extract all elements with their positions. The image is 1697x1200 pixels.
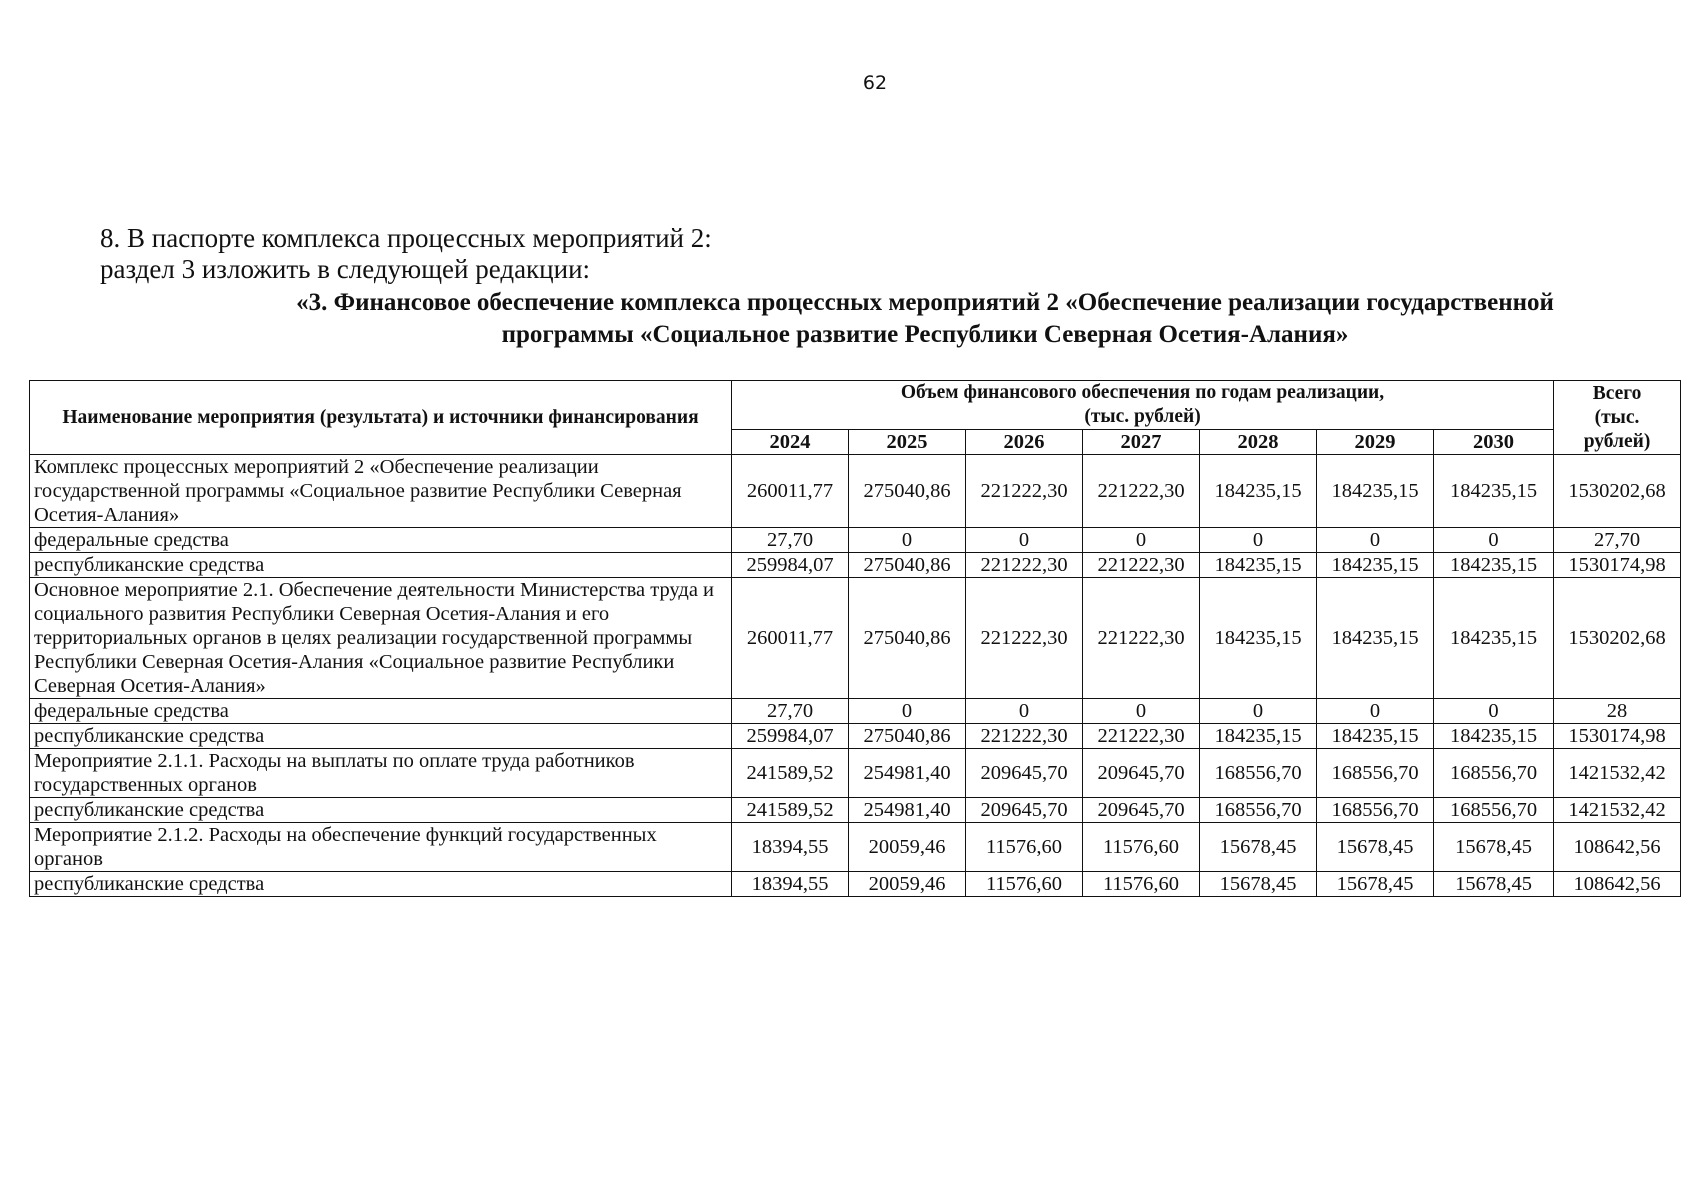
value-cell: 184235,15 xyxy=(1434,724,1554,749)
value-cell: 15678,45 xyxy=(1200,823,1317,872)
row-name: Основное мероприятие 2.1. Обеспечение деятельности Министерства труда и социального развития Республики Северная Осетия-Алания и его территориальных органов в целях реализации государственной программы Республики Северная Осетия-Алания «Социальное развитие Республики Северная Осетия-Алания» xyxy=(30,578,732,699)
row-name: федеральные средства xyxy=(30,528,732,553)
value-cell: 241589,52 xyxy=(732,749,849,798)
header-total-line-1: Всего xyxy=(1592,382,1642,404)
total-cell: 1530174,98 xyxy=(1554,553,1681,578)
value-cell: 168556,70 xyxy=(1434,749,1554,798)
header-year: 2025 xyxy=(849,430,966,455)
value-cell: 18394,55 xyxy=(732,872,849,897)
value-cell: 260011,77 xyxy=(732,455,849,528)
value-cell: 221222,30 xyxy=(1083,553,1200,578)
table-row xyxy=(30,749,1681,798)
value-cell: 184235,15 xyxy=(1434,578,1554,699)
header-year: 2028 xyxy=(1200,430,1317,455)
header-year: 2026 xyxy=(966,430,1083,455)
value-cell: 275040,86 xyxy=(849,455,966,528)
total-cell: 1421532,42 xyxy=(1554,798,1681,823)
intro-text xyxy=(100,223,712,285)
value-cell: 184235,15 xyxy=(1200,724,1317,749)
value-cell: 209645,70 xyxy=(1083,749,1200,798)
value-cell: 11576,60 xyxy=(966,872,1083,897)
value-cell: 0 xyxy=(849,699,966,724)
header-year: 2024 xyxy=(732,430,849,455)
value-cell: 168556,70 xyxy=(1317,798,1434,823)
financing-table xyxy=(29,380,1681,897)
value-cell: 168556,70 xyxy=(1200,749,1317,798)
value-cell: 168556,70 xyxy=(1317,749,1434,798)
table-row xyxy=(30,724,1681,749)
header-volume-cell xyxy=(732,381,1554,430)
value-cell: 259984,07 xyxy=(732,724,849,749)
total-cell: 108642,56 xyxy=(1554,823,1681,872)
value-cell: 184235,15 xyxy=(1317,455,1434,528)
value-cell: 184235,15 xyxy=(1200,455,1317,528)
value-cell: 20059,46 xyxy=(849,872,966,897)
value-cell: 184235,15 xyxy=(1317,578,1434,699)
header-year: 2027 xyxy=(1083,430,1200,455)
value-cell: 221222,30 xyxy=(966,455,1083,528)
row-name: республиканские средства xyxy=(30,872,732,897)
value-cell: 209645,70 xyxy=(1083,798,1200,823)
value-cell: 184235,15 xyxy=(1317,553,1434,578)
value-cell: 184235,15 xyxy=(1317,724,1434,749)
value-cell: 259984,07 xyxy=(732,553,849,578)
value-cell: 275040,86 xyxy=(849,578,966,699)
header-volume-line-1: Объем финансового обеспечения по годам реализации, xyxy=(900,382,1385,403)
value-cell: 0 xyxy=(1434,528,1554,553)
total-cell: 108642,56 xyxy=(1554,872,1681,897)
value-cell: 275040,86 xyxy=(849,553,966,578)
value-cell: 27,70 xyxy=(732,528,849,553)
total-cell: 1530202,68 xyxy=(1554,578,1681,699)
row-name: республиканские средства xyxy=(30,724,732,749)
row-name: Комплекс процессных мероприятий 2 «Обеспечение реализации государственной программы «Социальное развитие Республики Северная Осетия-Алания» xyxy=(30,455,732,528)
header-total-line-3: рублей) xyxy=(1583,430,1651,452)
value-cell: 11576,60 xyxy=(966,823,1083,872)
table-row xyxy=(30,872,1681,897)
header-name-cell: Наименование мероприятия (результата) и источники финансирования xyxy=(30,381,732,455)
table-row xyxy=(30,455,1681,528)
table-row xyxy=(30,578,1681,699)
value-cell: 209645,70 xyxy=(966,798,1083,823)
header-year: 2029 xyxy=(1317,430,1434,455)
row-name: республиканские средства xyxy=(30,553,732,578)
section-title xyxy=(150,287,1697,351)
section-title-line-2: программы «Социальное развитие Республики Северная Осетия-Алания» xyxy=(501,321,1349,348)
row-name: федеральные средства xyxy=(30,699,732,724)
value-cell: 0 xyxy=(1083,528,1200,553)
value-cell: 15678,45 xyxy=(1200,872,1317,897)
value-cell: 0 xyxy=(1200,699,1317,724)
row-name: Мероприятие 2.1.1. Расходы на выплаты по оплате труда работников государственных органов xyxy=(30,749,732,798)
value-cell: 0 xyxy=(966,699,1083,724)
value-cell: 221222,30 xyxy=(1083,578,1200,699)
intro-line-1: 8. В паспорте комплекса процессных мероприятий 2: xyxy=(100,223,712,253)
value-cell: 0 xyxy=(1434,699,1554,724)
table-row xyxy=(30,699,1681,724)
value-cell: 15678,45 xyxy=(1317,872,1434,897)
value-cell: 11576,60 xyxy=(1083,823,1200,872)
header-volume-line-2: (тыс. рублей) xyxy=(1084,406,1201,427)
value-cell: 168556,70 xyxy=(1200,798,1317,823)
value-cell: 184235,15 xyxy=(1434,553,1554,578)
value-cell: 184235,15 xyxy=(1200,578,1317,699)
section-title-line-1: «3. Финансовое обеспечение комплекса процессных мероприятий 2 «Обеспечение реализации государственной xyxy=(296,289,1554,316)
value-cell: 168556,70 xyxy=(1434,798,1554,823)
value-cell: 275040,86 xyxy=(849,724,966,749)
table-row xyxy=(30,553,1681,578)
total-cell: 1530202,68 xyxy=(1554,455,1681,528)
value-cell: 0 xyxy=(1200,528,1317,553)
table-row xyxy=(30,528,1681,553)
value-cell: 20059,46 xyxy=(849,823,966,872)
value-cell: 221222,30 xyxy=(1083,455,1200,528)
value-cell: 184235,15 xyxy=(1434,455,1554,528)
value-cell: 254981,40 xyxy=(849,749,966,798)
header-total-cell xyxy=(1554,381,1681,455)
value-cell: 15678,45 xyxy=(1434,872,1554,897)
value-cell: 15678,45 xyxy=(1317,823,1434,872)
header-year: 2030 xyxy=(1434,430,1554,455)
page-number: 62 xyxy=(862,72,888,94)
value-cell: 209645,70 xyxy=(966,749,1083,798)
value-cell: 221222,30 xyxy=(966,724,1083,749)
value-cell: 0 xyxy=(849,528,966,553)
value-cell: 221222,30 xyxy=(966,578,1083,699)
intro-line-2: раздел 3 изложить в следующей редакции: xyxy=(100,254,591,284)
value-cell: 0 xyxy=(966,528,1083,553)
value-cell: 241589,52 xyxy=(732,798,849,823)
value-cell: 27,70 xyxy=(732,699,849,724)
table-row xyxy=(30,823,1681,872)
value-cell: 221222,30 xyxy=(1083,724,1200,749)
value-cell: 260011,77 xyxy=(732,578,849,699)
table-row xyxy=(30,798,1681,823)
value-cell: 184235,15 xyxy=(1200,553,1317,578)
value-cell: 15678,45 xyxy=(1434,823,1554,872)
total-cell: 28 xyxy=(1554,699,1681,724)
table-body xyxy=(30,455,1681,897)
value-cell: 0 xyxy=(1317,528,1434,553)
table-header xyxy=(30,381,1681,455)
value-cell: 254981,40 xyxy=(849,798,966,823)
total-cell: 1421532,42 xyxy=(1554,749,1681,798)
value-cell: 0 xyxy=(1083,699,1200,724)
value-cell: 18394,55 xyxy=(732,823,849,872)
total-cell: 1530174,98 xyxy=(1554,724,1681,749)
header-total-line-2: (тыс. xyxy=(1594,406,1640,428)
row-name: республиканские средства xyxy=(30,798,732,823)
row-name: Мероприятие 2.1.2. Расходы на обеспечение функций государственных органов xyxy=(30,823,732,872)
value-cell: 0 xyxy=(1317,699,1434,724)
total-cell: 27,70 xyxy=(1554,528,1681,553)
value-cell: 11576,60 xyxy=(1083,872,1200,897)
value-cell: 221222,30 xyxy=(966,553,1083,578)
